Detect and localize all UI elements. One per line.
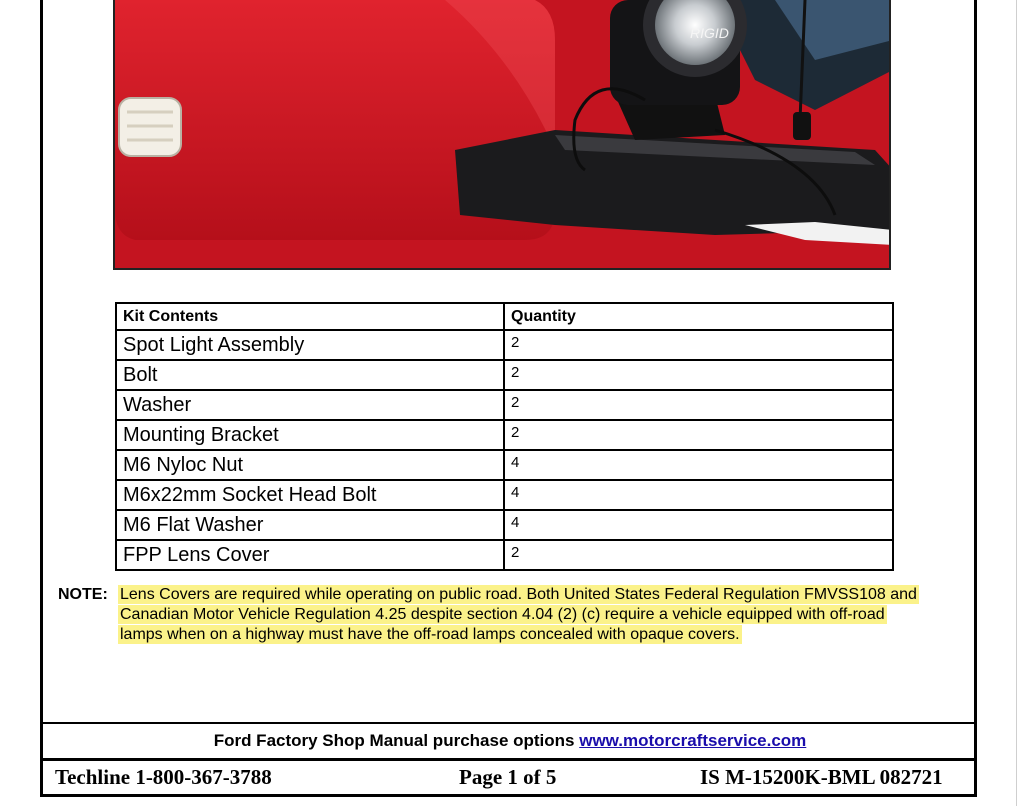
table-row <box>116 450 893 480</box>
motorcraft-service-link[interactable]: www.motorcraftservice.com <box>579 731 807 750</box>
kit-item-quantity: 2 <box>504 360 893 390</box>
note-text <box>118 585 958 645</box>
kit-item-name: Spot Light Assembly <box>116 330 504 360</box>
kit-item-name: FPP Lens Cover <box>116 540 504 570</box>
page-border-bottom <box>40 794 977 797</box>
kit-item-name: Washer <box>116 390 504 420</box>
lamp-brand-text: RIGID <box>690 25 729 41</box>
table-row <box>116 510 893 540</box>
column-header-quantity: Quantity <box>504 303 893 330</box>
document-id: IS M-15200K-BML 082721 <box>700 765 943 789</box>
page-border-right <box>974 0 977 797</box>
kit-item-name: Mounting Bracket <box>116 420 504 450</box>
footer-divider <box>43 722 974 724</box>
note-line: Lens Covers are required while operating on public road. Both United States Federal Regulation FMVSS108 and <box>120 586 917 603</box>
purchase-options-line <box>0 731 1020 751</box>
table-row <box>116 480 893 510</box>
kit-contents-table <box>115 302 894 571</box>
viewer-edge <box>1016 0 1017 806</box>
note-line: Canadian Motor Vehicle Regulation 4.25 despite section 4.04 (2) (c) require a vehicle equipped with off-road <box>120 606 885 623</box>
techline-number: Techline 1-800-367-3788 <box>55 765 272 789</box>
mirror-spotlight-illustration <box>115 0 891 270</box>
table-row <box>116 420 893 450</box>
kit-item-name: M6 Nyloc Nut <box>116 450 504 480</box>
kit-item-name: Bolt <box>116 360 504 390</box>
table-row <box>116 390 893 420</box>
note-label: NOTE: <box>58 586 108 603</box>
kit-item-name: M6x22mm Socket Head Bolt <box>116 480 504 510</box>
column-header-kit-contents: Kit Contents <box>116 303 504 330</box>
table-row <box>116 360 893 390</box>
table-row <box>116 540 893 570</box>
note-line: lamps when on a highway must have the off-road lamps concealed with opaque covers. <box>120 626 740 643</box>
kit-item-quantity: 4 <box>504 510 893 540</box>
table-header-row <box>116 303 893 330</box>
kit-item-quantity: 4 <box>504 450 893 480</box>
product-photo <box>113 0 891 270</box>
page-border-left <box>40 0 43 797</box>
kit-item-quantity: 2 <box>504 540 893 570</box>
page-number: Page 1 of 5 <box>459 765 557 789</box>
kit-item-quantity: 2 <box>504 420 893 450</box>
table-row <box>116 330 893 360</box>
kit-item-name: M6 Flat Washer <box>116 510 504 540</box>
kit-item-quantity: 2 <box>504 330 893 360</box>
purchase-options-text: Ford Factory Shop Manual purchase options <box>213 731 575 750</box>
kit-item-quantity: 2 <box>504 390 893 420</box>
kit-item-quantity: 4 <box>504 480 893 510</box>
footer-divider-heavy <box>43 758 974 761</box>
